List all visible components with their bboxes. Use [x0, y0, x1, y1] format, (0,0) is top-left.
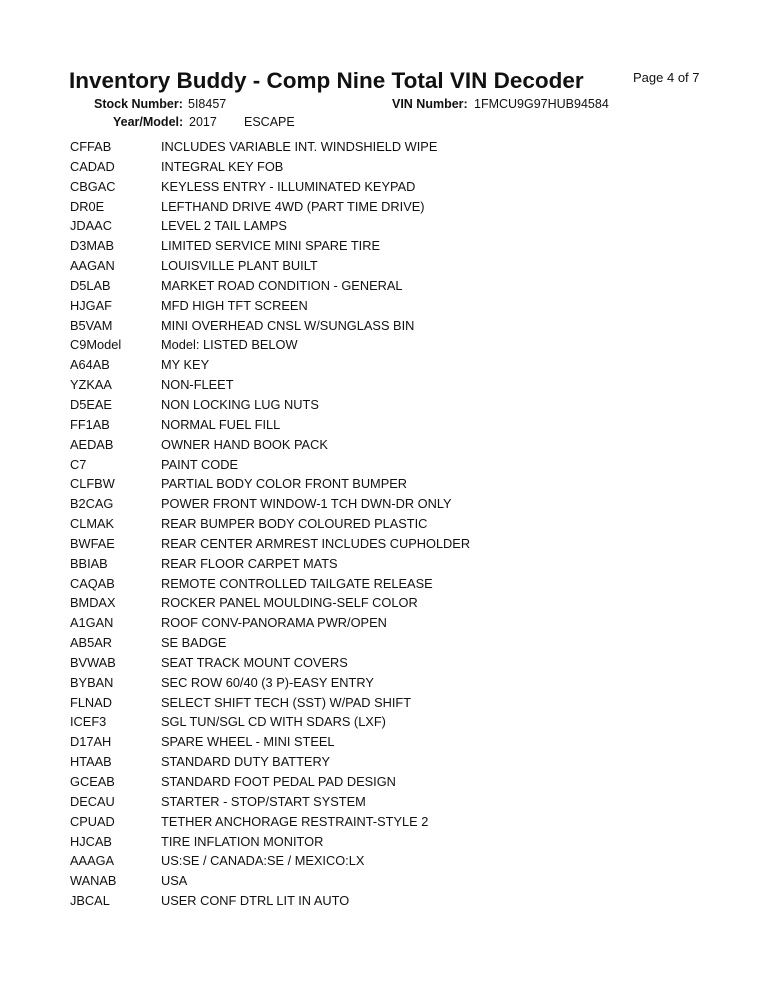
- option-description: PARTIAL BODY COLOR FRONT BUMPER: [161, 476, 408, 492]
- option-code: C7: [70, 456, 87, 472]
- option-code: D5LAB: [70, 277, 111, 293]
- option-code: DR0E: [70, 198, 105, 214]
- option-row: [70, 197, 750, 217]
- option-code: HTAAB: [70, 754, 112, 770]
- option-row: [70, 316, 750, 336]
- option-description: TETHER ANCHORAGE RESTRAINT-STYLE 2: [161, 813, 429, 829]
- option-description: POWER FRONT WINDOW-1 TCH DWN-DR ONLY: [161, 496, 452, 512]
- option-description: USA: [161, 873, 188, 889]
- option-row: [70, 276, 750, 296]
- option-code: AB5AR: [70, 635, 112, 651]
- option-row: [70, 435, 750, 455]
- option-row: [70, 355, 750, 375]
- option-row: [70, 673, 750, 693]
- option-code: HJCAB: [70, 833, 112, 849]
- option-row: [70, 216, 750, 236]
- option-description: INTEGRAL KEY FOB: [161, 158, 284, 174]
- option-code: AAAGA: [70, 853, 115, 869]
- option-description: STANDARD FOOT PEDAL PAD DESIGN: [161, 774, 396, 789]
- option-row: [70, 871, 750, 891]
- option-description: STANDARD DUTY BATTERY: [161, 754, 330, 770]
- option-code: D5EAE: [70, 396, 112, 412]
- option-description: INCLUDES VARIABLE INT. WINDSHIELD WIPE: [161, 139, 438, 154]
- option-description: ROOF CONV-PANORAMA PWR/OPEN: [161, 615, 387, 631]
- option-row: [70, 137, 750, 157]
- option-row: [70, 712, 750, 732]
- page-number: Page 4 of 7: [633, 70, 700, 85]
- option-description: PAINT CODE: [161, 456, 239, 472]
- option-description: TIRE INFLATION MONITOR: [161, 833, 324, 849]
- option-description: LEFTHAND DRIVE 4WD (PART TIME DRIVE): [161, 198, 425, 214]
- option-code: A64AB: [70, 357, 110, 373]
- option-row: [70, 455, 750, 475]
- document-title: Inventory Buddy - Comp Nine Total VIN Decoder: [69, 68, 584, 93]
- option-row: [70, 832, 750, 852]
- option-description: NON-FLEET: [161, 377, 234, 393]
- option-code: C9Model: [70, 337, 122, 353]
- option-description: REAR FLOOR CARPET MATS: [161, 555, 338, 571]
- option-description: SGL TUN/SGL CD WITH SDARS (LXF): [161, 714, 386, 730]
- option-code: BMDAX: [70, 595, 116, 611]
- option-row: [70, 613, 750, 633]
- option-code: YZKAA: [70, 377, 112, 393]
- option-description: KEYLESS ENTRY - ILLUMINATED KEYPAD: [161, 178, 416, 194]
- option-code: AEDAB: [70, 436, 114, 452]
- option-code: AAGAN: [70, 258, 115, 274]
- option-description: MY KEY: [161, 357, 210, 373]
- option-code-list: [70, 137, 750, 911]
- option-row: [70, 494, 750, 514]
- option-row: [70, 514, 750, 534]
- option-row: [70, 772, 750, 792]
- option-row: [70, 792, 750, 812]
- option-description: REAR BUMPER BODY COLOURED PLASTIC: [161, 516, 428, 532]
- option-row: [70, 593, 750, 613]
- option-code: GCEAB: [70, 774, 115, 789]
- option-code: D3MAB: [70, 238, 115, 254]
- year-value: 2017: [189, 115, 217, 129]
- option-row: [70, 474, 750, 494]
- option-code: CBGAC: [70, 178, 116, 194]
- option-description: MINI OVERHEAD CNSL W/SUNGLASS BIN: [161, 317, 415, 333]
- option-code: B2CAG: [70, 496, 114, 512]
- option-row: [70, 752, 750, 772]
- option-description: MFD HIGH TFT SCREEN: [161, 297, 308, 313]
- option-description: LIMITED SERVICE MINI SPARE TIRE: [161, 238, 381, 254]
- option-row: [70, 415, 750, 435]
- vin-number-value: 1FMCU9G97HUB94584: [474, 97, 609, 111]
- option-description: STARTER - STOP/START SYSTEM: [161, 793, 366, 809]
- option-description: SEC ROW 60/40 (3 P)-EASY ENTRY: [161, 674, 374, 690]
- option-description: NON LOCKING LUG NUTS: [161, 396, 319, 412]
- option-description: Model: LISTED BELOW: [161, 337, 298, 353]
- option-code: CLFBW: [70, 476, 115, 492]
- option-description: ROCKER PANEL MOULDING-SELF COLOR: [161, 595, 418, 611]
- option-description: SPARE WHEEL - MINI STEEL: [161, 734, 335, 750]
- option-description: LEVEL 2 TAIL LAMPS: [161, 218, 287, 234]
- option-description: REMOTE CONTROLLED TAILGATE RELEASE: [161, 575, 433, 591]
- option-code: HJGAF: [70, 297, 112, 313]
- option-description: SE BADGE: [161, 635, 227, 651]
- option-code: BWFAE: [70, 535, 115, 551]
- option-row: [70, 812, 750, 832]
- option-description: SELECT SHIFT TECH (SST) W/PAD SHIFT: [161, 694, 412, 710]
- option-code: CADAD: [70, 158, 115, 174]
- option-row: [70, 335, 750, 355]
- option-description: USER CONF DTRL LIT IN AUTO: [161, 893, 350, 909]
- option-code: CAQAB: [70, 575, 115, 591]
- vin-number-label: VIN Number:: [392, 97, 468, 111]
- option-description: REAR CENTER ARMREST INCLUDES CUPHOLDER: [161, 535, 471, 551]
- option-row: [70, 574, 750, 594]
- option-description: OWNER HAND BOOK PACK: [161, 436, 328, 452]
- option-code: JBCAL: [70, 893, 110, 909]
- stock-number-value: 5I8457: [188, 97, 227, 111]
- option-row: [70, 732, 750, 752]
- option-description: SEAT TRACK MOUNT COVERS: [161, 654, 348, 670]
- option-code: B5VAM: [70, 317, 113, 333]
- option-row: [70, 395, 750, 415]
- option-row: [70, 236, 750, 256]
- option-row: [70, 256, 750, 276]
- option-code: DECAU: [70, 793, 115, 809]
- option-description: US:SE / CANADA:SE / MEXICO:LX: [161, 853, 365, 869]
- option-description: NORMAL FUEL FILL: [161, 416, 281, 432]
- option-code: CLMAK: [70, 516, 115, 532]
- option-code: A1GAN: [70, 615, 114, 631]
- option-code: WANAB: [70, 873, 117, 889]
- option-row: [70, 851, 750, 871]
- option-row: [70, 693, 750, 713]
- option-code: BBIAB: [70, 555, 108, 571]
- stock-number-label: Stock Number:: [94, 97, 183, 111]
- option-row: [70, 296, 750, 316]
- year-model-label: Year/Model:: [113, 115, 184, 129]
- option-code: BVWAB: [70, 654, 116, 670]
- option-row: [70, 375, 750, 395]
- option-description: LOUISVILLE PLANT BUILT: [161, 258, 318, 274]
- option-row: [70, 157, 750, 177]
- option-code: ICEF3: [70, 714, 107, 730]
- option-row: [70, 177, 750, 197]
- option-row: [70, 633, 750, 653]
- option-code: CFFAB: [70, 139, 112, 154]
- option-row: [70, 891, 750, 911]
- option-code: FF1AB: [70, 416, 110, 432]
- option-row: [70, 534, 750, 554]
- option-code: JDAAC: [70, 218, 112, 234]
- option-code: FLNAD: [70, 694, 112, 710]
- model-value: ESCAPE: [244, 115, 295, 129]
- option-row: [70, 653, 750, 673]
- option-code: BYBAN: [70, 674, 114, 690]
- option-code: CPUAD: [70, 813, 115, 829]
- option-description: MARKET ROAD CONDITION - GENERAL: [161, 277, 403, 293]
- option-code: D17AH: [70, 734, 112, 750]
- option-row: [70, 554, 750, 574]
